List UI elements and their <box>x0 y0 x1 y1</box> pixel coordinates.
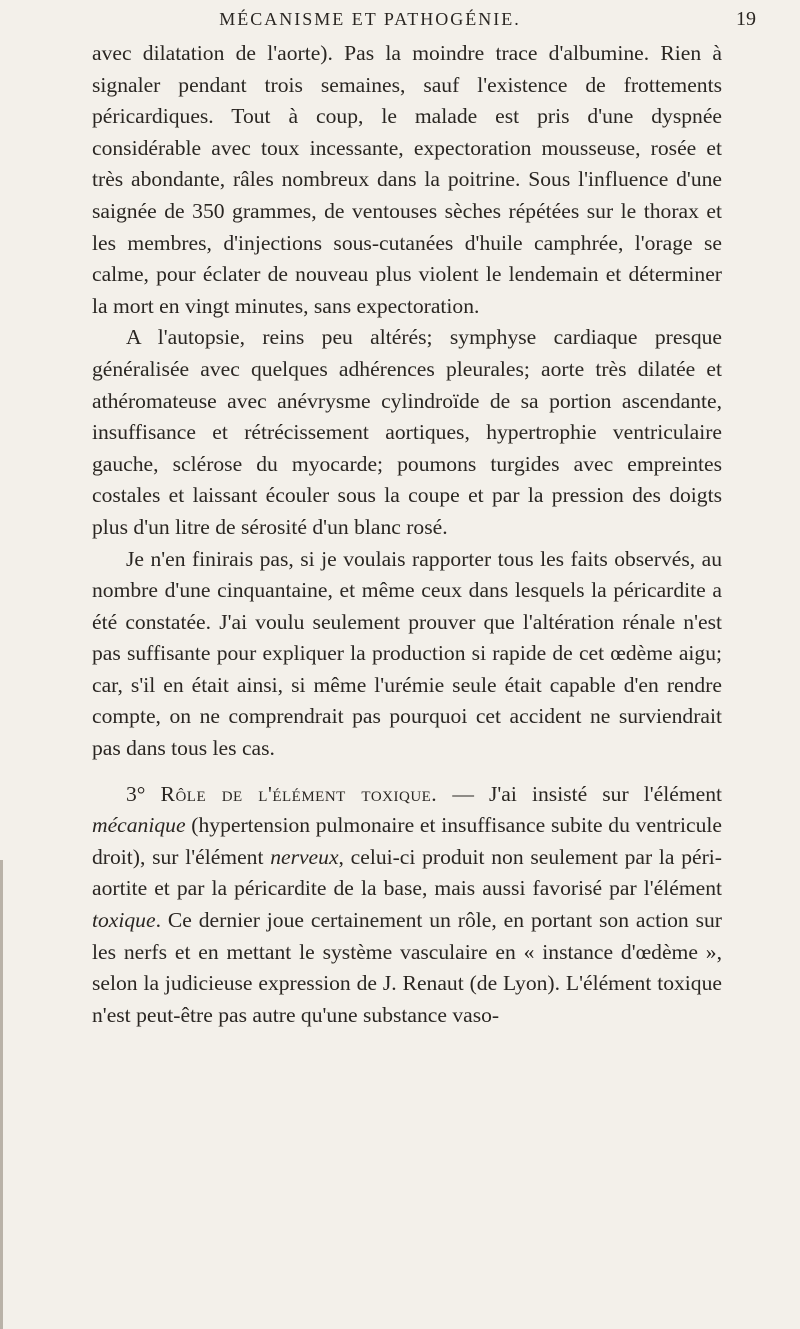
running-head: MÉCANISME ET PATHOGÉNIE. <box>219 9 521 29</box>
italic-nerveux: nerveux <box>270 844 339 869</box>
page-number: 19 <box>736 8 756 30</box>
paragraph-section-3 <box>92 779 722 1032</box>
section-heading: Rôle de l'élément toxique. <box>160 781 438 806</box>
italic-mecanique: mécanique <box>92 813 186 838</box>
page-edge-shadow <box>0 860 3 1329</box>
page-header <box>0 4 800 34</box>
section-dash: — <box>437 781 490 806</box>
section-number: 3° <box>126 781 146 806</box>
paragraph-conclusion: Je n'en finirais pas, si je voulais rapporter tous les faits observés, au nombre d'une cinquantaine, et même ceux dans lesquels la péricardite a été constatée. J'ai voulu seulement prouver que l'altération rénale n'est pas suffisante pour expliquer la production si rapide de cet œdème aigu; car, s'il en était ainsi, si même l'urémie seule était capable d'en rendre compte, on ne comprendrait pas pourquoi cet accident ne surviendrait pas dans tous les cas. <box>92 546 722 761</box>
section-text-2: (hypertension pulmonaire et insuffisance subite du ventricule droit), sur l'élément <box>92 813 722 869</box>
paragraph-case-report: avec dilatation de l'aorte). Pas la moindre trace d'albumine. Rien à signaler pendant trois semaines, sauf l'existence de frottements péricardiques. Tout à coup, le malade est pris d'une dyspnée considérable avec toux incessante, expectoration mousseuse, rosée et très abondante, râles nombreux dans la poitrine. Sous l'influence d'une saignée de 350 grammes, de ventouses sèches répétées sur le thorax et les membres, d'injections sous-cutanées d'huile camphrée, l'orage se calme, pour éclater de nouveau plus violent le lendemain et déterminer la mort en vingt minutes, sans expectoration. <box>92 41 722 318</box>
section-text-4: . Ce dernier joue certainement un rôle, en portant son action sur les nerfs et en mettant le système vasculaire en « instance d'œdème », selon la judicieuse expression de J. Renaut (de Lyon). L'élément toxique n'est peut-être pas autre qu'une substance vaso- <box>92 908 722 1027</box>
section-text-1: J'ai insisté sur l'élément <box>489 781 723 806</box>
body-text <box>92 38 722 1031</box>
paragraph-autopsy: A l'autopsie, reins peu altérés; symphyse cardiaque presque généralisée avec quelques adhérences pleurales; aorte très dilatée et athéromateuse avec anévrysme cylindroïde de sa portion ascendante, insuffisance et rétrécissement aortiques, hypertrophie ventriculaire gauche, sclérose du myocarde; poumons turgides avec empreintes costales et laissant écouler sous la coupe et par la pression des doigts plus d'un litre de sérosité d'un blanc rosé. <box>92 325 722 539</box>
section-text-3: , celui-ci produit non seulement par la péri-aortite et par la péricardite de la base, mais aussi favorisé par l'élément <box>92 844 722 901</box>
italic-toxique: toxique <box>92 908 156 933</box>
